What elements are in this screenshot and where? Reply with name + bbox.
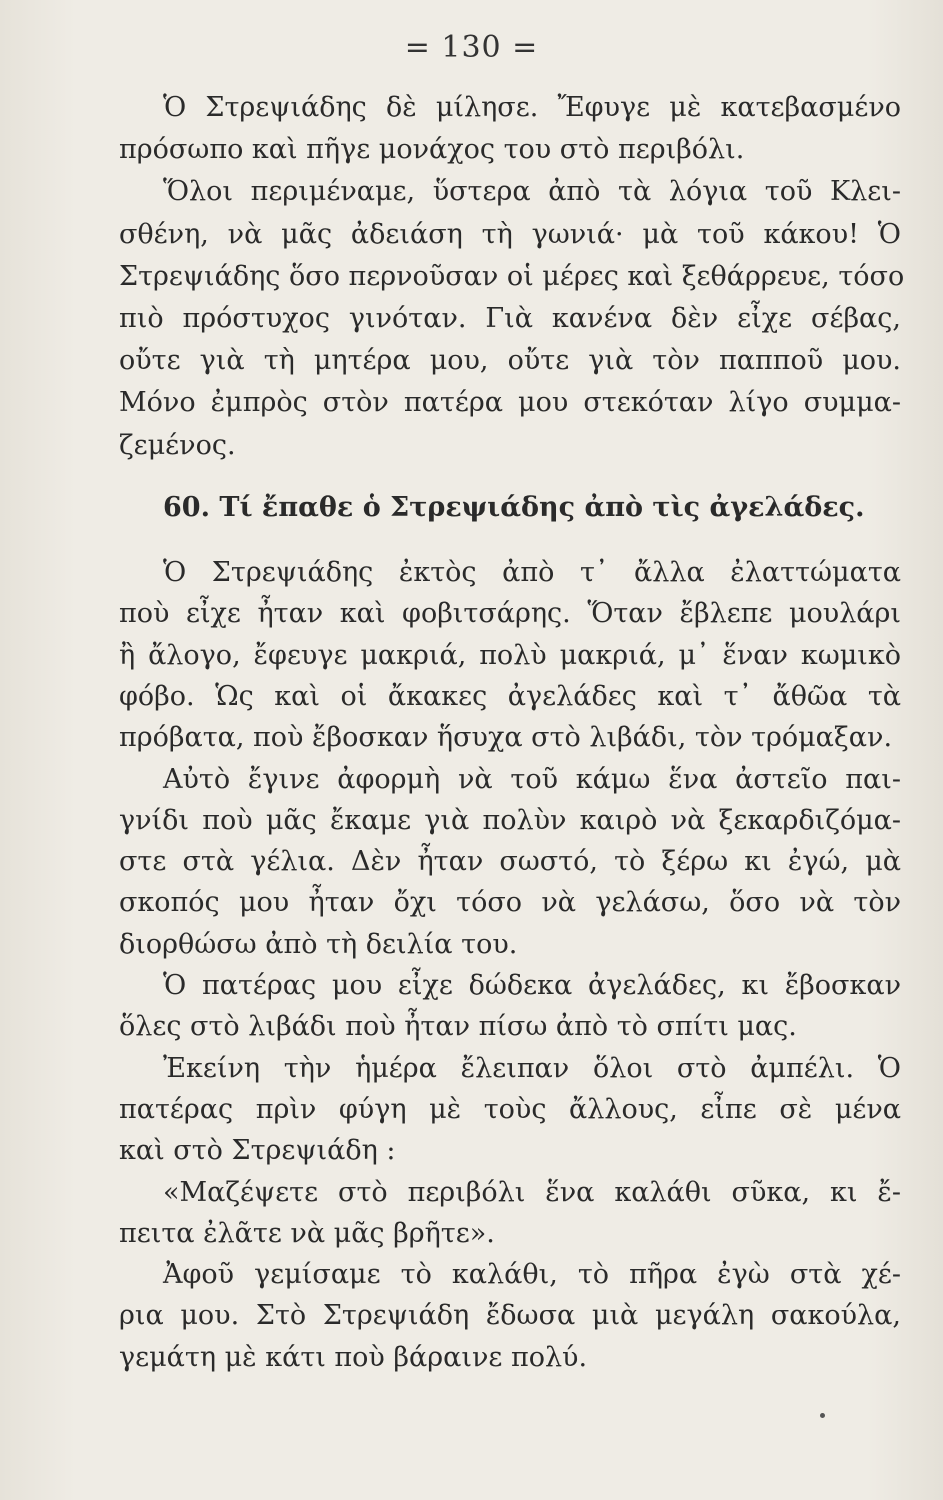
text-line: γεμάτη μὲ κάτι ποὺ βάραινε πολύ. [119, 1341, 588, 1373]
text-line: στε στὰ γέλια. Δὲν ἦταν σωστό, τὸ ξέρω κι ἐγώ, μὰ [119, 846, 901, 878]
section-heading: 60. Τί ἔπαθε ὁ Στρεψιάδης ἀπὸ τὶς ἀγελάδες. [163, 492, 865, 523]
text-line: «Μαζέψετε στὸ περιβόλι ἕνα καλάθι σῦκα, κι ἔ- [163, 1176, 901, 1208]
text-line: ἢ ἄλογο, ἔφευγε μακριά, πολὺ μακριά, μ᾽ ἕναν κωμικὸ [119, 639, 901, 671]
text-line: Αὐτὸ ἔγινε ἀφορμὴ νὰ τοῦ κάμω ἕνα ἀστεῖο παι- [163, 763, 901, 795]
page-number: = 130 = [404, 30, 539, 65]
text-line: ὅλες στὸ λιβάδι ποὺ ἦταν πίσω ἀπὸ τὸ σπίτι μας. [119, 1011, 797, 1043]
text-line: Ὁ πατέρας μου εἶχε δώδεκα ἀγελάδες, κι ἔβοσκαν [163, 970, 901, 1001]
text-line: ρια μου. Στὸ Στρεψιάδη ἔδωσα μιὰ μεγάλη σακούλα, [119, 1300, 901, 1332]
text-line: σθένη, νὰ μᾶς ἀδειάση τὴ γωνιά· μὰ τοῦ κάκου! Ὁ [119, 218, 901, 250]
text-line: πειτα ἐλᾶτε νὰ μᾶς βρῆτε». [119, 1217, 495, 1249]
text-line: διορθώσω ἀπὸ τὴ δειλία του. [119, 928, 518, 960]
text-line: Ὅλοι περιμέναμε, ὕστερα ἀπὸ τὰ λόγια τοῦ Κλει- [163, 176, 901, 208]
page-speck [820, 1413, 825, 1418]
text-line: σκοπός μου ἦταν ὄχι τόσο νὰ γελάσω, ὅσο νὰ τὸν [119, 887, 901, 919]
text-line: ζεμένος. [119, 429, 236, 461]
text-line: γνίδι ποὺ μᾶς ἔκαμε γιὰ πολὺν καιρὸ νὰ ξεκαρδιζόμα- [119, 804, 901, 836]
text-line: Ὁ Στρεψιάδης δὲ μίλησε. Ἔφυγε μὲ κατεβασμένο [163, 92, 901, 123]
text-line: πατέρας πρὶν φύγη μὲ τοὺς ἄλλους, εἶπε σὲ μένα [119, 1093, 901, 1125]
text-line: οὔτε γιὰ τὴ μητέρα μου, οὔτε γιὰ τὸν παπποῦ μου. [119, 345, 901, 377]
text-line: Ἀφοῦ γεμίσαμε τὸ καλάθι, τὸ πῆρα ἐγὼ στὰ χέ- [163, 1259, 901, 1291]
text-line: πρόσωπο καὶ πῆγε μονάχος του στὸ περιβόλι. [119, 134, 745, 166]
text-line: Στρεψιάδης ὅσο περνοῦσαν οἱ μέρες καὶ ξεθάρρευε, τόσο [119, 260, 905, 292]
text-line: Ὁ Στρεψιάδης ἐκτὸς ἀπὸ τ᾽ ἄλλα ἐλαττώματα [163, 557, 901, 588]
text-line: Ἐκείνη τὴν ἡμέρα ἔλειπαν ὅλοι στὸ ἀμπέλι. Ὁ [163, 1052, 901, 1084]
text-line: πρόβατα, ποὺ ἔβοσκαν ἥσυχα στὸ λιβάδι, τὸν τρόμαξαν. [119, 722, 893, 754]
text-line: καὶ στὸ Στρεψιάδη : [119, 1135, 396, 1167]
text-line: ποὺ εἶχε ἦταν καὶ φοβιτσάρης. Ὅταν ἔβλεπε μουλάρι [119, 598, 901, 630]
text-line: φόβο. Ὡς καὶ οἱ ἄκακες ἀγελάδες καὶ τ᾽ ἄθῶα τὰ [119, 680, 901, 712]
text-line: πιὸ πρόστυχος γινόταν. Γιὰ κανένα δὲν εἶχε σέβας, [119, 303, 901, 334]
text-line: Μόνο ἐμπρὸς στὸν πατέρα μου στεκόταν λίγο συμμα- [119, 387, 901, 419]
